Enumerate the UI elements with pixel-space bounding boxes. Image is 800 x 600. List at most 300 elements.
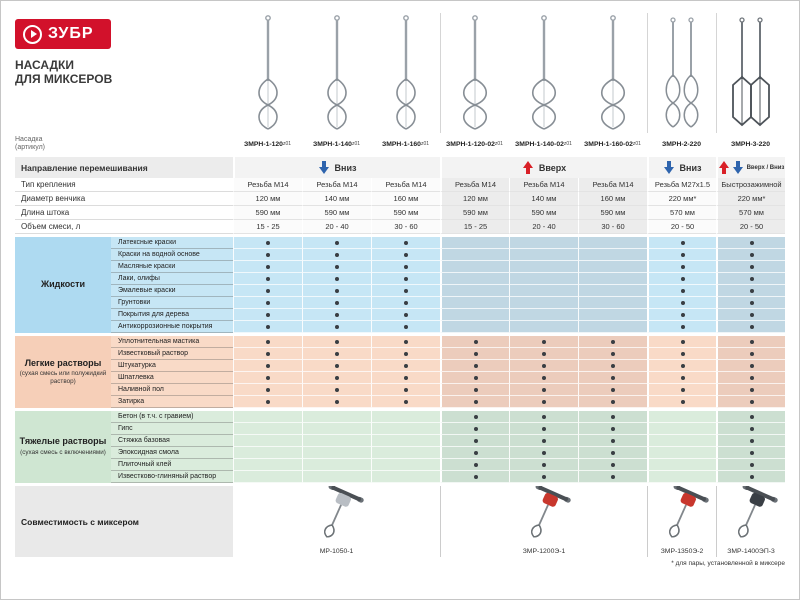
dot-cell: [578, 396, 647, 408]
dot-cell: [371, 396, 440, 408]
direction-group: [440, 157, 647, 178]
compatibility-dot: [542, 451, 546, 455]
dot-cell: [716, 396, 785, 408]
dot-cell: [509, 435, 578, 447]
section-heavy-mortars: [15, 411, 787, 483]
dot-cell: [716, 447, 785, 459]
direction-group: [233, 157, 440, 178]
paddle-image: [233, 13, 302, 133]
compatibility-dot: [681, 340, 685, 344]
compatibility-dot: [542, 376, 546, 380]
dot-cell: [440, 447, 509, 459]
model-article: [509, 133, 578, 155]
compatibility-dot: [335, 277, 339, 281]
paddle-whisk-icon: [455, 13, 495, 133]
model-suffix: z01: [632, 141, 641, 147]
direction-row: [15, 157, 787, 178]
mixer-icon: [305, 486, 369, 542]
model-name: ЗМРН-3-220: [730, 140, 770, 148]
spec-value: Резьба М14: [578, 178, 647, 192]
direction-label: Направление перемешивания: [15, 157, 233, 178]
dot-cell: [578, 459, 647, 471]
compatibility-dot: [681, 388, 685, 392]
spec-row: [15, 220, 787, 234]
dot-cell: [716, 285, 785, 297]
model-article: [371, 133, 440, 155]
dot-cell: [647, 249, 716, 261]
compatibility-dot: [611, 388, 615, 392]
compatibility-dot: [474, 376, 478, 380]
compatibility-dot: [266, 313, 270, 317]
material-label: Наливной пол: [111, 384, 233, 396]
compatibility-dot: [750, 325, 754, 329]
compatibility-dot: [266, 364, 270, 368]
model-row: [15, 133, 787, 155]
mixer-image: [512, 486, 576, 547]
paddle-image: [371, 13, 440, 133]
compatibility-dot: [750, 340, 754, 344]
paddle-whisk-icon: [386, 13, 426, 133]
mixer-cell: [233, 486, 440, 557]
compatibility-dot: [611, 400, 615, 404]
spec-value: 160 мм: [578, 192, 647, 206]
section-title: Легкие растворы: [24, 357, 102, 368]
dot-cell: [302, 360, 371, 372]
dot-cell: [647, 237, 716, 249]
compatibility-dot: [335, 301, 339, 305]
compatibility-dot: [681, 241, 685, 245]
dot-cell: [647, 348, 716, 360]
dot-cell: [302, 249, 371, 261]
compatibility-dot: [611, 439, 615, 443]
paddle-image: [578, 13, 647, 133]
model-name: ЗМРН-1-140: [312, 140, 352, 148]
compatibility-dot: [611, 427, 615, 431]
material-label: Гипс: [111, 423, 233, 435]
spec-value: 20 - 50: [647, 220, 716, 234]
dot-cell: [302, 261, 371, 273]
material-label: Плиточный клей: [111, 459, 233, 471]
paddle-image: [440, 13, 509, 133]
paddle-whisk-pair-icon: [656, 13, 708, 133]
dot-cell: [647, 261, 716, 273]
compatibility-dot: [404, 376, 408, 380]
dot-cell: [371, 237, 440, 249]
dot-cell: [371, 372, 440, 384]
compatibility-dot: [335, 325, 339, 329]
dot-cell: [440, 360, 509, 372]
dot-cell: [233, 396, 302, 408]
arrow-up-icon: [719, 161, 730, 174]
dot-cell: [647, 396, 716, 408]
compatibility-dot: [542, 415, 546, 419]
compatibility-dot: [474, 427, 478, 431]
spec-row: [15, 206, 787, 220]
product-image-row: [15, 13, 787, 133]
dot-cell: [647, 384, 716, 396]
section-subtitle: (сухая смесь с включениями): [20, 449, 106, 457]
compatibility-dot: [542, 463, 546, 467]
compatibility-dot: [611, 463, 615, 467]
paddle-whisk-icon: [524, 13, 564, 133]
dot-cell: [440, 459, 509, 471]
arrow-down-icon: [319, 161, 330, 174]
dot-cell: [302, 435, 371, 447]
direction-text: Вниз: [679, 162, 702, 173]
dot-cell: [233, 336, 302, 348]
compatibility-dot: [611, 475, 615, 479]
dot-cell: [233, 285, 302, 297]
material-label: Латексные краски: [111, 237, 233, 249]
compatibility-dot: [266, 376, 270, 380]
compatibility-dot: [542, 439, 546, 443]
dot-cell: [578, 435, 647, 447]
compatibility-dot: [611, 364, 615, 368]
compatibility-dot: [681, 265, 685, 269]
dot-cell: [371, 321, 440, 333]
section-title: Тяжелые растворы: [19, 436, 107, 447]
compatibility-dot: [404, 277, 408, 281]
paddle-whisk-icon: [317, 13, 357, 133]
dot-cell: [371, 273, 440, 285]
model-name: ЗМРН-1-160: [381, 140, 421, 148]
dot-cell: [302, 447, 371, 459]
dot-cell: [371, 435, 440, 447]
logo-text: ЗУБР: [48, 25, 94, 42]
dot-cell: [440, 411, 509, 423]
compatibility-dot: [404, 352, 408, 356]
paddle-whisk-icon: [248, 13, 288, 133]
compatibility-label: Совместимость с миксером: [15, 486, 233, 557]
dot-cell: [647, 360, 716, 372]
logo-arrow-icon: [23, 25, 42, 44]
dot-cell: [716, 372, 785, 384]
page-title: НАСАДКИ ДЛЯ МИКСЕРОВ: [15, 58, 113, 86]
dot-cell: [647, 372, 716, 384]
compatibility-dot: [542, 427, 546, 431]
dot-cell: [647, 411, 716, 423]
article-label: Насадка (артикул): [15, 135, 45, 151]
compatibility-row: [15, 486, 787, 556]
dot-cell: [233, 411, 302, 423]
compatibility-dot: [750, 289, 754, 293]
dot-cell: [509, 447, 578, 459]
compatibility-dot: [474, 364, 478, 368]
compatibility-dot: [266, 340, 270, 344]
model-name: ЗМРН-2-220: [661, 140, 701, 148]
compatibility-dot: [750, 439, 754, 443]
dot-cell: [509, 360, 578, 372]
compatibility-dot: [474, 400, 478, 404]
compatibility-dot: [750, 415, 754, 419]
spec-value: 15 - 25: [440, 220, 509, 234]
dot-cell: [440, 471, 509, 483]
dot-cell: [302, 384, 371, 396]
dot-cell: [302, 321, 371, 333]
dot-cell: [716, 348, 785, 360]
dot-cell: [509, 309, 578, 321]
dot-cell: [233, 348, 302, 360]
compatibility-dot: [335, 265, 339, 269]
dot-cell: [302, 273, 371, 285]
dot-cell: [647, 423, 716, 435]
material-label: Краски на водной основе: [111, 249, 233, 261]
compatibility-dot: [266, 241, 270, 245]
mixer-name: ЗМР-1200Э-1: [522, 548, 566, 555]
spec-value: 590 мм: [371, 206, 440, 220]
section-label: [15, 336, 111, 408]
compatibility-dot: [474, 463, 478, 467]
dot-cell: [440, 396, 509, 408]
dot-cell: [302, 411, 371, 423]
dot-cell: [371, 411, 440, 423]
spec-value: 590 мм: [440, 206, 509, 220]
spec-value: 570 мм: [716, 206, 785, 220]
dot-cell: [440, 261, 509, 273]
model-article: [440, 133, 509, 155]
compatibility-dot: [404, 340, 408, 344]
model-name: ЗМРН-1-140-02: [515, 140, 564, 148]
compatibility-dot: [542, 364, 546, 368]
dot-cell: [578, 261, 647, 273]
compatibility-dot: [404, 265, 408, 269]
model-suffix: z01: [420, 141, 430, 147]
dot-cell: [371, 297, 440, 309]
dot-cell: [509, 348, 578, 360]
spec-value: 590 мм: [578, 206, 647, 220]
spec-value: 30 - 60: [578, 220, 647, 234]
spec-value: 120 мм: [233, 192, 302, 206]
spec-value: 140 мм: [509, 192, 578, 206]
dot-cell: [647, 447, 716, 459]
dot-cell: [647, 336, 716, 348]
compatibility-dot: [266, 265, 270, 269]
dot-cell: [440, 372, 509, 384]
dot-cell: [509, 372, 578, 384]
spec-value: Резьба М14: [371, 178, 440, 192]
compatibility-dot: [750, 376, 754, 380]
mixer-cell: [647, 486, 716, 557]
compatibility-dot: [266, 277, 270, 281]
compatibility-dot: [542, 400, 546, 404]
compatibility-dot: [404, 400, 408, 404]
dot-cell: [509, 321, 578, 333]
dot-cell: [233, 372, 302, 384]
dot-cell: [509, 285, 578, 297]
compatibility-dot: [750, 241, 754, 245]
dot-cell: [509, 384, 578, 396]
model-article: [233, 133, 302, 155]
dot-cell: [716, 237, 785, 249]
dot-cell: [647, 471, 716, 483]
dot-cell: [371, 384, 440, 396]
compatibility-dot: [335, 364, 339, 368]
dot-cell: [233, 435, 302, 447]
compatibility-dot: [681, 301, 685, 305]
paddle-image: [302, 13, 371, 133]
brand-block: [15, 13, 233, 133]
dot-cell: [371, 261, 440, 273]
model-article: [716, 133, 785, 155]
dot-cell: [302, 372, 371, 384]
compatibility-dot: [404, 388, 408, 392]
dot-cell: [233, 273, 302, 285]
footnote: * для пары, установленной в миксере: [671, 560, 785, 567]
compatibility-dot: [681, 400, 685, 404]
compatibility-dot: [266, 289, 270, 293]
compatibility-dot: [611, 340, 615, 344]
section-label: [15, 237, 111, 333]
dot-cell: [578, 309, 647, 321]
paddle-image: [716, 13, 785, 133]
dot-cell: [233, 309, 302, 321]
spec-rows: [15, 178, 787, 234]
dot-cell: [578, 348, 647, 360]
compatibility-dot: [750, 313, 754, 317]
compatibility-dot: [750, 400, 754, 404]
arrow-up-icon: [523, 161, 534, 174]
compatibility-dot: [750, 277, 754, 281]
compatibility-dot: [542, 388, 546, 392]
compatibility-dot: [335, 253, 339, 257]
compatibility-dot: [266, 325, 270, 329]
material-label: Шпатлевка: [111, 372, 233, 384]
compatibility-dot: [611, 415, 615, 419]
dot-cell: [716, 459, 785, 471]
dot-cell: [509, 336, 578, 348]
dot-cell: [647, 285, 716, 297]
spec-label: Тип крепления: [15, 178, 233, 192]
dot-cell: [716, 384, 785, 396]
section-light-mortars: [15, 336, 787, 408]
spec-value: 590 мм: [509, 206, 578, 220]
dot-cell: [509, 471, 578, 483]
dot-cell: [509, 423, 578, 435]
catalog-content: [15, 13, 787, 567]
dot-cell: [716, 471, 785, 483]
dot-cell: [578, 336, 647, 348]
dot-cell: [440, 285, 509, 297]
dot-cell: [302, 423, 371, 435]
material-label: Известково-глиняный раствор: [111, 471, 233, 483]
compatibility-dot: [266, 352, 270, 356]
arrow-down-icon: [733, 161, 744, 174]
dot-cell: [578, 411, 647, 423]
model-name: ЗМРН-1-120-02: [446, 140, 495, 148]
dot-cell: [371, 471, 440, 483]
dot-cell: [233, 423, 302, 435]
compatibility-dot: [750, 253, 754, 257]
compatibility-dot: [335, 289, 339, 293]
compatibility-dot: [335, 241, 339, 245]
dot-cell: [440, 273, 509, 285]
section-title: Жидкости: [40, 279, 86, 290]
spec-value: 20 - 50: [716, 220, 785, 234]
compatibility-dot: [474, 439, 478, 443]
compatibility-dot: [611, 376, 615, 380]
material-label: Лаки, олифы: [111, 273, 233, 285]
compatibility-dot: [611, 352, 615, 356]
mixer-icon: [719, 486, 783, 542]
material-label: Масляные краски: [111, 261, 233, 273]
compatibility-dot: [404, 289, 408, 293]
compatibility-dot: [404, 301, 408, 305]
spec-value: Резьба М14: [440, 178, 509, 192]
spec-value: 30 - 60: [371, 220, 440, 234]
dot-cell: [578, 423, 647, 435]
compatibility-dot: [404, 313, 408, 317]
dot-cell: [440, 384, 509, 396]
dot-cell: [302, 336, 371, 348]
dot-cell: [578, 384, 647, 396]
compatibility-dot: [750, 463, 754, 467]
spec-value: 160 мм: [371, 192, 440, 206]
dot-cell: [647, 321, 716, 333]
material-label: Затирка: [111, 396, 233, 408]
dot-cell: [578, 249, 647, 261]
compatibility-dot: [474, 475, 478, 479]
dot-cell: [716, 261, 785, 273]
dot-cell: [302, 237, 371, 249]
section-subtitle: (сухая смесь или полужидкий раствор): [19, 370, 107, 385]
compatibility-dot: [750, 451, 754, 455]
dot-cell: [509, 249, 578, 261]
material-label: Известковый раствор: [111, 348, 233, 360]
dot-cell: [716, 336, 785, 348]
dot-cell: [578, 360, 647, 372]
dot-cell: [578, 237, 647, 249]
dot-cell: [440, 297, 509, 309]
dot-cell: [647, 297, 716, 309]
material-label: Штукатурка: [111, 360, 233, 372]
compatibility-dot: [750, 364, 754, 368]
model-article: [578, 133, 647, 155]
compatibility-dot: [681, 313, 685, 317]
mixer-image: [305, 486, 369, 547]
dot-cell: [716, 309, 785, 321]
direction-text: Вверх: [538, 162, 567, 173]
dot-cell: [371, 336, 440, 348]
dot-cell: [302, 459, 371, 471]
mixer-cell: [440, 486, 647, 557]
dot-cell: [509, 459, 578, 471]
compatibility-dot: [750, 388, 754, 392]
compatibility-dot: [335, 352, 339, 356]
dot-cell: [716, 297, 785, 309]
dot-cell: [716, 435, 785, 447]
model-suffix: z01: [494, 141, 503, 147]
spec-value: Резьба М14: [233, 178, 302, 192]
model-article: [302, 133, 371, 155]
dot-cell: [716, 423, 785, 435]
compatibility-dot: [681, 253, 685, 257]
spec-value: 20 - 40: [509, 220, 578, 234]
spec-value: 15 - 25: [233, 220, 302, 234]
compatibility-dot: [750, 352, 754, 356]
compatibility-dot: [335, 376, 339, 380]
dot-cell: [440, 336, 509, 348]
spec-value: 120 мм: [440, 192, 509, 206]
model-article: [647, 133, 716, 155]
material-label: Покрытия для дерева: [111, 309, 233, 321]
compatibility-dot: [750, 265, 754, 269]
material-label: Бетон (в т.ч. с гравием): [111, 411, 233, 423]
mixer-name: МР-1050-1: [319, 548, 354, 555]
model-name: ЗМРН-1-120: [243, 140, 283, 148]
compatibility-dot: [750, 475, 754, 479]
dot-cell: [647, 309, 716, 321]
dot-cell: [716, 273, 785, 285]
